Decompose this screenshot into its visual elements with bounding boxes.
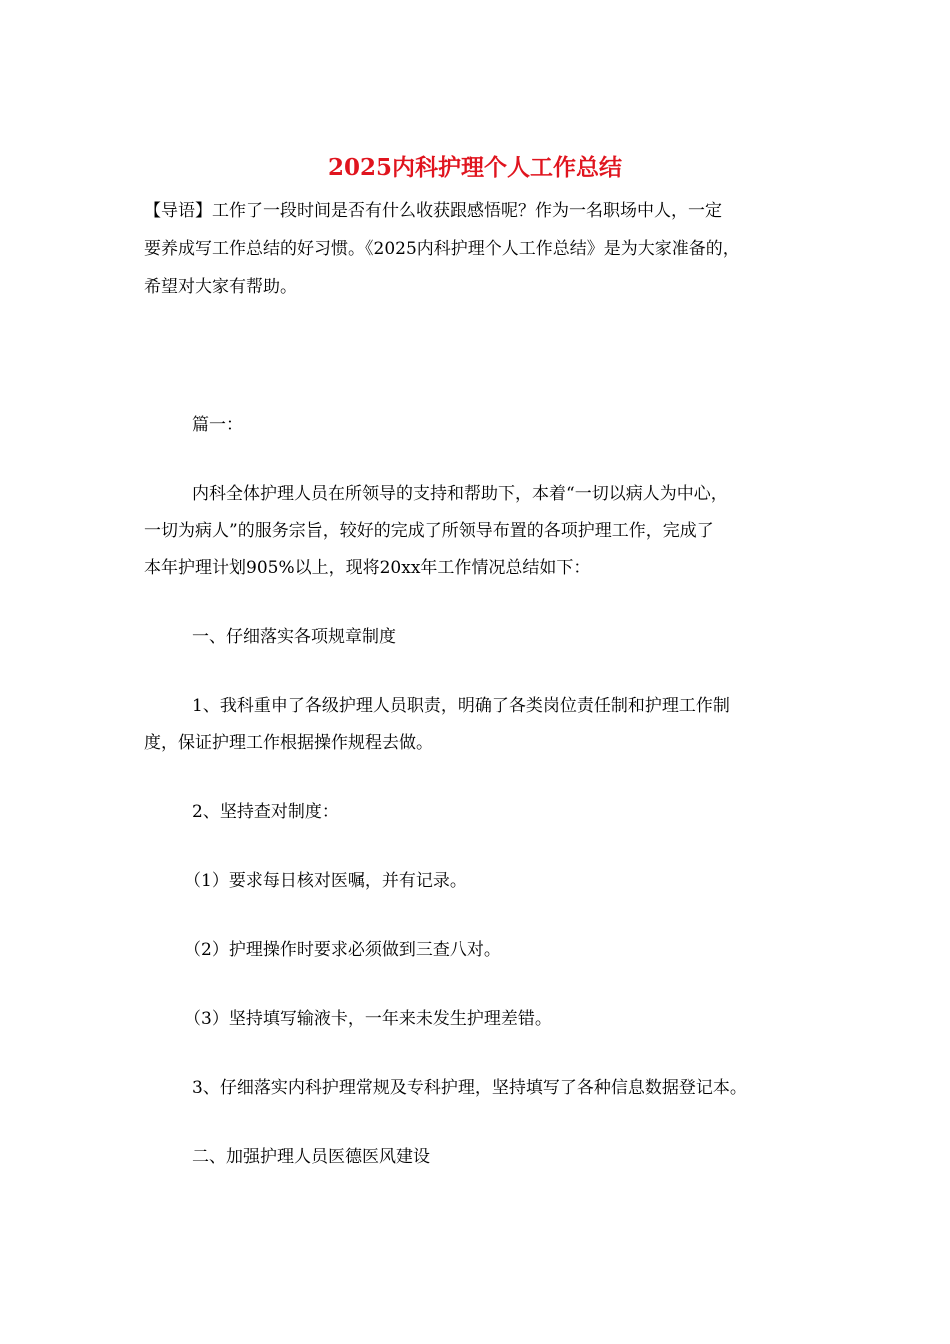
sub-item-2: （2）护理操作时要求必须做到三查八对。	[184, 940, 501, 960]
item-1-line-2: 度，保证护理工作根据操作规程去做。	[144, 733, 433, 753]
item-1-line-1: 1、我科重申了各级护理人员职责，明确了各类岗位责任制和护理工作制	[192, 696, 730, 716]
heading-1: 一、仔细落实各项规章制度	[192, 627, 396, 647]
paragraph-1-line-3: 本年护理计划905%以上，现将20xx年工作情况总结如下：	[144, 558, 591, 578]
intro-line-3: 希望对大家有帮助。	[144, 277, 297, 297]
heading-2: 二、加强护理人员医德医风建设	[192, 1147, 430, 1167]
intro-line-1: 【导语】工作了一段时间是否有什么收获跟感悟呢？作为一名职场中人，一定	[144, 201, 722, 221]
sub-item-3: （3）坚持填写输液卡，一年来未发生护理差错。	[184, 1009, 552, 1029]
intro-line-2: 要养成写工作总结的好习惯。《2025内科护理个人工作总结》是为大家准备的，	[144, 239, 740, 259]
item-2: 2、坚持查对制度：	[192, 802, 339, 822]
document-title: 2025内科护理个人工作总结	[327, 154, 622, 181]
item-3: 3、仔细落实内科护理常规及专科护理，坚持填写了各种信息数据登记本。	[192, 1078, 747, 1098]
paragraph-1-line-2: 一切为病人”的服务宗旨，较好的完成了所领导布置的各项护理工作，完成了	[144, 521, 714, 541]
paragraph-1-line-1: 内科全体护理人员在所领导的支持和帮助下，本着“一切以病人为中心，	[192, 484, 728, 504]
section-label: 篇一：	[192, 415, 243, 435]
sub-item-1: （1）要求每日核对医嘱，并有记录。	[184, 871, 467, 891]
